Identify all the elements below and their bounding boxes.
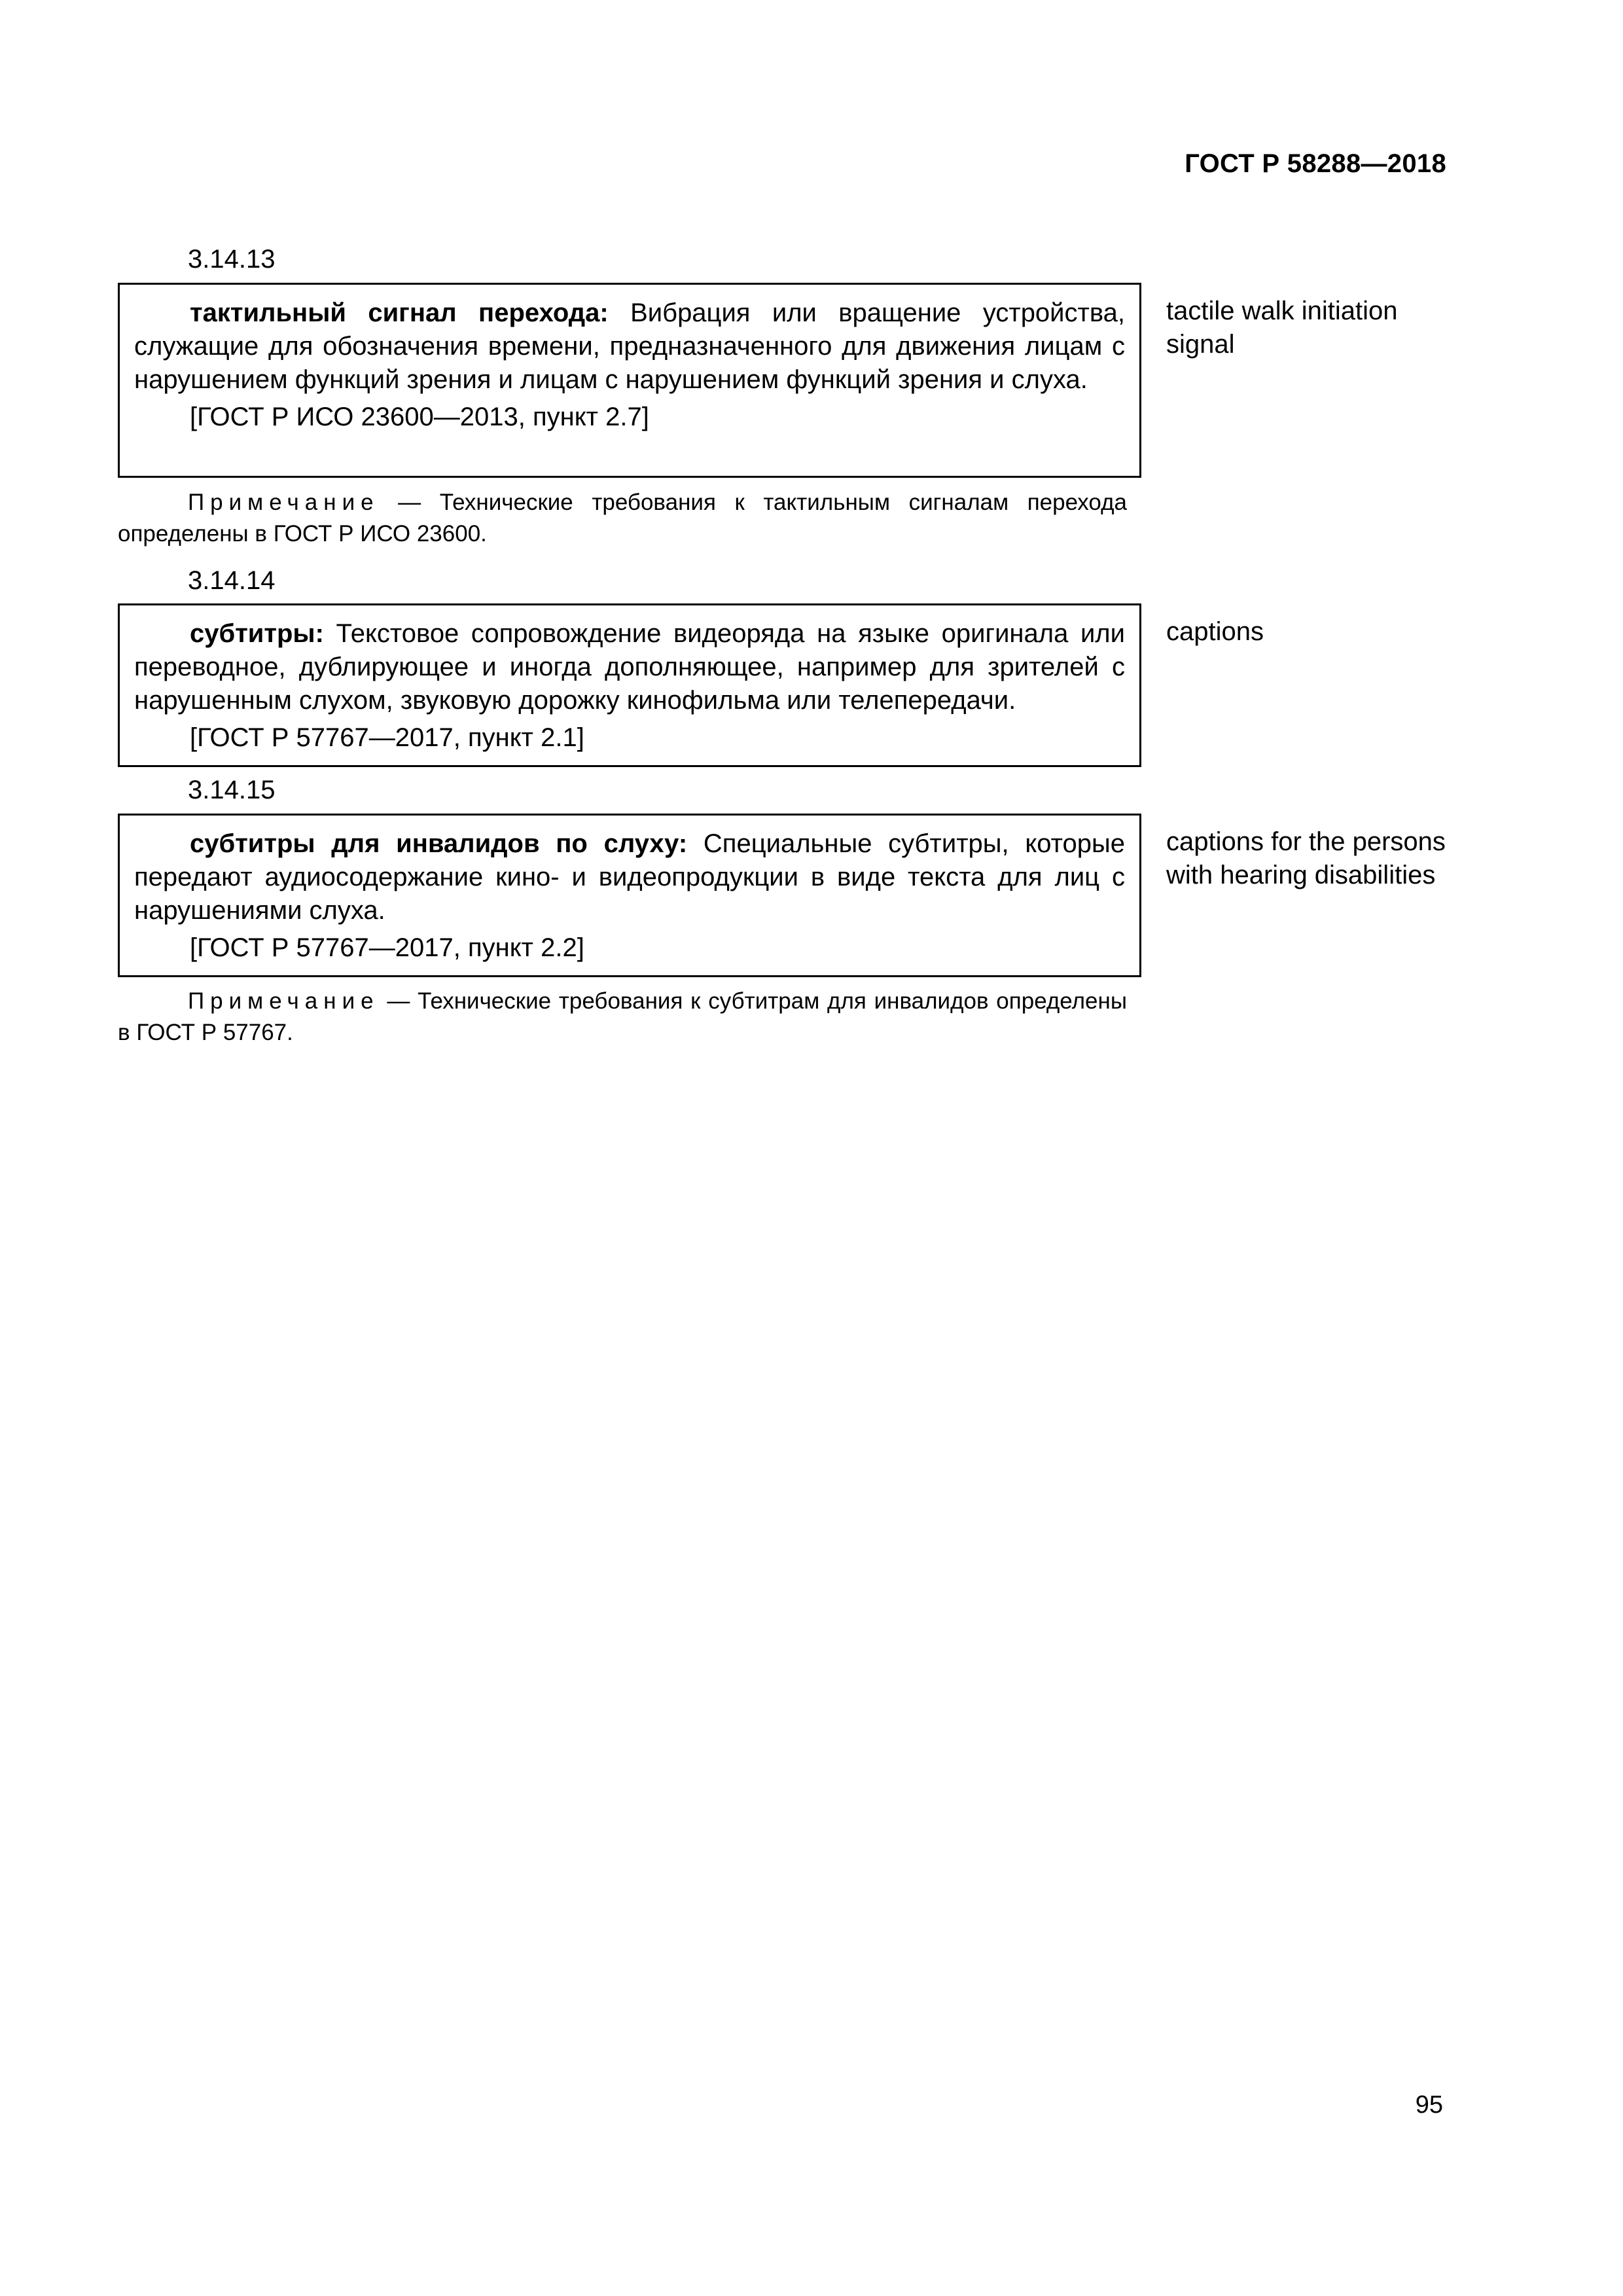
term-definition [134,296,1125,397]
note-label: Примечание [188,490,380,515]
note-text: — Технические требования к тактильным сигналам перехода определены в ГОСТ Р ИСО 23600. [118,490,1127,547]
document-header: ГОСТ Р 58288—2018 [1185,149,1446,178]
note-text: — Технические требования к субтитрам для инвалидов определены в ГОСТ Р 57767. [118,988,1127,1045]
term-box [118,603,1141,767]
term-name: субтитры для инвалидов по слуху: [190,829,688,858]
note-label: Примечание [188,988,380,1014]
term-source: [ГОСТ Р 57767—2017, пункт 2.1] [190,723,584,752]
term-english-equivalent: captions for the persons with hearing disabilities [1166,827,1446,889]
term-definition-text: Текстовое сопровождение видеоряда на языке оригинала или переводное, дублирующее и иногда дополняющее, например для зрителей с нарушенным слухом, звуковую дорожку кинофильма или телепередачи. [134,619,1125,715]
term-source: [ГОСТ Р 57767—2017, пункт 2.2] [190,933,584,962]
note [118,487,1127,550]
term-definition [134,617,1125,717]
term-definition-text: Специальные субтитры, которые передают аудиосодержание кино- и видеопродукции в виде текста для лиц с нарушениями слуха. [134,829,1126,925]
term-source: [ГОСТ Р ИСО 23600—2013, пункт 2.7] [190,403,649,431]
term-english-equivalent: captions [1166,617,1264,646]
term-number: 3.14.14 [188,566,276,595]
term-number: 3.14.13 [188,245,276,274]
term-name: тактильный сигнал перехода: [190,298,609,327]
term-box [118,814,1141,977]
term-name: субтитры: [190,619,324,648]
term-definition [134,827,1125,927]
term-definition-text: Вибрация или вращение устройства, служащие для обозначения времени, предназначенного для движения лицам с нарушением функций зрения и лицам с нарушением функций зрения и слуха. [134,298,1126,394]
term-box [118,283,1141,478]
page-number: 95 [1415,2091,1443,2119]
term-english-equivalent: tactile walk initiation signal [1166,296,1398,359]
term-number: 3.14.15 [188,776,276,804]
note [118,986,1127,1049]
